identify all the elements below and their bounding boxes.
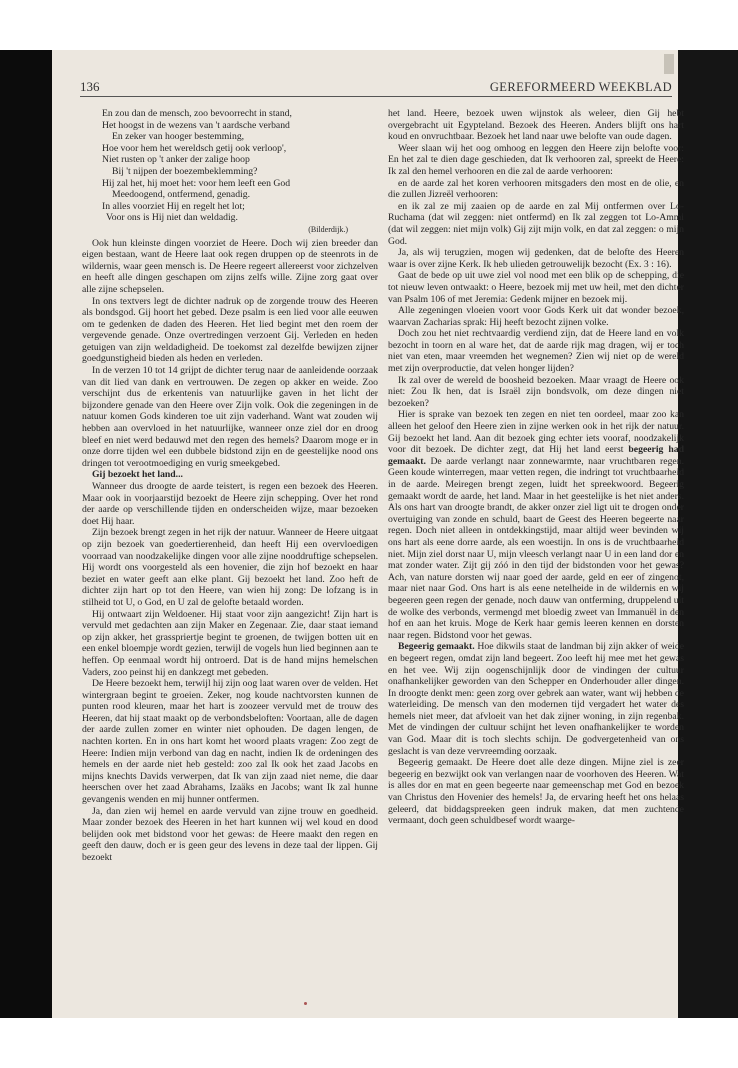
paragraph: Begeerig gemaakt. De Heere doet alle deze dingen. Mijne ziel is zeer begeerig en bezwijkt ook van verlangen naar de voorhoven des Heeren. Wat is alles dor en mat en geen begeerte naar gemeenschap met God en bezoek van Christus den Hovenier des hemels! Ja, de ervaring heeft het ons helaas geleerd, dat biddagspreeken geen indruk maken, dat men zuchtende vermaant, doch geen schuldbesef wordt waarge- — [388, 757, 684, 827]
publication-title: GEREFORMEERD WEEKBLAD — [489, 80, 672, 94]
paragraph: Alle zegeningen vloeien voort voor Gods Kerk uit dat wonder bezoek, waarvan Zacharias sprak: Hij heeft bezocht zijnen volke. — [388, 305, 684, 328]
text-run: De aarde verlangt naar zonnewarmte, naar vruchtbaren regen. Geen koude winterregen, maar vetten regen, die indringt tot vruchtbaarheid in de aarde. Meiregen brengt zegen, luidt het spreekwoord. Begeerig gemaakt wordt de aarde, het land. Maar in het geestelijke is het niet anders. Als ons hart van droogte brandt, de akker onzer ziel ligt uit te drogen onder overtuiging van zonde en schuld, baart de Geest des Heeren begeerte naar regen. Doch niet alleen in ontdekkingstijd, maar altijd weer bevinden wij ons hart als eene dorre aarde, als een woestijn. In ons is de vruchtbaarheid niet. Mijn ziel dorst naar U, mijn vleesch verlangt naar U in een land dor en mat zonder water. Zijt gij zóó in den tijd der bidstonden voor het gewas? Ach, van nature dorsten wij naar goed der aarde, geld en eer of zingenot, maar niet naar God. Ons hart is als eene netelheide in de wildernis en wij begeeren geen regen der genade, noch dauw van ontferming, druppelend uit de wolke des verbonds, vermengd met bloedig zweet van Immanuël in den hof en aan het kruis. Moge de Kerk haar gemis leeren kennen en dorsten naar regen. Bidstond voor het gewas. — [388, 455, 684, 641]
poem-stanza — [82, 108, 378, 236]
verse-line: Het hoogst in de wezens van 't aardsche verband — [102, 119, 290, 131]
paragraph: De Heere bezoekt hem, terwijl hij zijn oog laat waren over de velden. Het wintergraan begint te groeien. Zeker, nog koude nachtvorsten kunnen de punten rood kleuren, maar het hart is zoozeer vervuld met de trouw des Heeren, dat hij staat maakt op de verbondsbeloften: Voortaan, alle de dagen der aarde zullen zomer en winter niet ophouden. De dagen lengen, de nachten korten. En in ons hart komt het woord plaats vragen: Zoo zegt de Heere: Indien mijn verbond van dag en nacht, indien Ik de ordeningen des hemels en der aarde niet heb gesteld: zoo zal Ik ook het zaad Jacobs en mijns knechts Davids verwerpen, dat Ik van zijn zaad niet neme, die daar heerschen over het zaad Abrahams, Izaäks en Jacobs; want Ik zal hunne gevangenis wenden en mij hunner ontfermen. — [82, 678, 378, 806]
left-column — [82, 108, 378, 864]
verse-attribution: (Bilderdijk.) — [308, 224, 348, 234]
paragraph: Ja, dan zien wij hemel en aarde vervuld van zijne trouw en goedheid. Maar zonder bezoek des Heeren in het hart kunnen wij wel koud en dood belijden ook met bidstond voor het gewas: de Heere maakt den regen en geeft den dauw, doch er is geen geur des levens in deze taal der lippen. Gij bezoekt — [82, 805, 378, 863]
section-subheading: Gij bezoekt het land... — [92, 469, 183, 481]
verse-line: Hij zal het, hij moet het: voor hem leeft een God — [102, 177, 291, 189]
scanner-frame-right — [678, 50, 738, 1018]
paragraph: en ik zal ze mij zaaien op de aarde en zal Mij ontfermen over Lo-Ruchama (dat wil zeggen: niet ontfermd) en Ik zal zeggen tot Lo-Ammi (dat wil zeggen: niet mijn volk) Gij zijt mijn volk, en dat zal zeggen: o mijn God. — [388, 200, 684, 247]
paragraph: In de verzen 10 tot 14 grijpt de dichter terug naar de aanleidende oorzaak van dit lied van dank en vertrouwen. De zegen op akker en weide. Zoo verschijnt dus de erkentenis van natuurlijke gaven in het licht der bijzondere genade van den Heere over Zijn volk. Ook die zegeningen in de natuur komen Gods kinderen toe uit zijn vaderhand. Want wat zouden wij hebben aan overvloed in het natuurlijke, wanneer onze ziel dor en droog bleef en niet werd bedauwd met den regen des hemels? Daarom moge er in onze dorre tijden wel een dubbele bidstond zijn en de geestelijke nood ons dringen tot verootmoediging en vurig smeekgebed. — [82, 365, 378, 469]
page-number: 136 — [80, 79, 100, 94]
paragraph: Hij ontwaart zijn Weldoener. Hij staat voor zijn aangezicht! Zijn hart is vervuld met gedachten aan zijn Maker en Zegenaar. Zie, daar staat iemand op zijn akker, het grasspriertje begint te groenen, de twijgen botten uit en een enkel bloempje wordt gezien, terwijl de vogels hun lied beginnen aan te heffen. Op eenmaal wordt hij ontroerd. Dat is de hand mijns hemelschen Vaders, zoo peinst hij en dankzegt met gebeden. — [82, 608, 378, 678]
emphasis-text: Begeerig gemaakt. — [398, 641, 475, 653]
page-corner-tab — [664, 54, 674, 74]
verse-line: Hoe voor hem het wereldsch getij ook verloop', — [102, 142, 287, 154]
verse-line: Bij 't nijpen der boezembeklemming? — [112, 165, 258, 177]
paragraph: Zijn bezoek brengt zegen in het rijk der natuur. Wanneer de Heere uitgaat op zijn bezoek van goedertierenheid, dan heeft Hij een overvloedigen voorraad van noodzakelijke dingen voor alle zijne nooddruftige schepselen. Hij wordt ons voorgesteld als een hovenier, die zijn hof bezoekt en haar beziet en water geeft aan elke plant. Gij bezoekt het land. Zoo heft de dichter zijn hart op tot den Heere, van wien hij zong: De lofzang is in stilheid tot U, o God, en U zal de gelofte betaald worden. — [82, 527, 378, 608]
paragraph: Weer slaan wij het oog omhoog en leggen den Heere zijn belofte voor: En het zal te dien dage geschieden, dat Ik verhooren zal, spreekt de Heere: Ik zal den hemel verhooren en die zal de aarde verhooren: — [388, 142, 684, 177]
scan-margin-top — [0, 0, 738, 50]
paragraph: Gaat de bede op uit uwe ziel vol nood met een blik op de schepping, die tot nieuw leven ontwaakt: o Heere, bezoek mij met uw heil, met den dichter van Psalm 106 of met Jeremia: Gedenk mijner en bezoek mij. — [388, 270, 684, 305]
verse-line: Niet rusten op 't anker der zalige hoop — [102, 154, 250, 166]
scan-margin-bottom — [0, 1018, 738, 1068]
verse-line: Voor ons is Hij niet dan weldadig. — [106, 212, 238, 224]
scanner-frame-left — [0, 50, 52, 1018]
verse-line: In alles voorziet Hij en regelt het lot; — [102, 200, 245, 212]
verse-line: Meedoogend, ontfermend, genadig. — [112, 189, 251, 201]
right-column — [388, 108, 684, 827]
paragraph: Doch zou het niet rechtvaardig verdiend zijn, dat de Heere land en volk bezocht in toorn en al ware het, dat de aarde rijk mag dragen, wij er toch niet van eten, maar vreemden het wegnemen? Zien wij niet op de wereld met zijn overproductie, dat velen honger lijden? — [388, 328, 684, 375]
header-rule — [80, 96, 672, 97]
paragraph: en de aarde zal het koren verhooren mitsgaders den most en de olie, en die zullen Jizreël verhooren: — [388, 177, 684, 201]
text-run: Hier is sprake van bezoek ten zegen en niet ten oordeel, maar zoo kan alleen het geloof den Heere zien in zijne werken ook in het rijk der natuur. Gij bezoekt het land. Aan dit bezoek ging echter iets vooraf, noodzakelijk voor dit bezoek. De dichter zegt, dat Hij het land eerst — [388, 409, 684, 456]
text-run: Hoe dikwils staat de landman bij zijn akker of weide en begeert regen, omdat zijn land begeert. Zoo leeft hij mee met het gewas en het vee. Wij zijn oogenschijnlijk door de vindingen der cultuur onafhankelijker geworden van den Schepper en Onderhouder aller dingen. In droogte denkt men: geen zorg over gebrek aan water, want wij hebben de waterleiding. De mensch van den modernen tijd vergadert het water des hemels niet meer, dat afvloeit van het dak zijner woning, in zijn regenbak. Met de vindingen der cultuur schijnt het leven onafhankelijker te worden van God. Maar dit is toch slechts schijn. De godvergetenheid van ons geslacht is van deze vervreemding oorzaak. — [388, 641, 685, 757]
emphasis-text: begeerig had gemaakt. — [388, 444, 684, 467]
verse-line: En zou dan de mensch, zoo bevoorrecht in stand, — [102, 108, 292, 119]
paragraph: Wanneer dus droogte de aarde teistert, is regen een bezoek des Heeren. Maar ook in voorjaarstijd bezoekt de Heere zijn schepping. Over het rond der aarde op verschillende tijden en onderscheiden wijze, maar bezoeken doet Hij haar. — [82, 481, 378, 527]
ink-speck — [304, 1002, 307, 1005]
paragraph: Ik zal over de wereld de boosheid bezoeken. Maar vraagt de Heere ook niet: Zou Ik hen, dat is Israël zijn bondsvolk, om deze dingen niet bezoeken? — [388, 374, 684, 409]
newspaper-page — [52, 50, 685, 1018]
paragraph: In ons textvers legt de dichter nadruk op de zorgende trouw des Heeren als bondsgod. Gij hoort het gebed. Deze psalm is een lied voor alle eeuwen om te gedenken de daden des Heeren. Het lied begint met den roem der vergevende genade. Onze overtredingen verzoent Gij. Verleden en heden getuigen van zijn weldadigheid. De toekomst zal dezelfde bewijzen zijner goedgunstigheid bieden als heden en verleden. — [82, 295, 378, 365]
verse-line: En zeker van hooger bestemming, — [112, 131, 245, 143]
paragraph: Ook hun kleinste dingen voorziet de Heere. Doch wij zien breeder dan eigen bestaan, want de Heere laat ook regen druppen op de steenrots in de wildernis, waar geen mensch is. De Heere regeert allereerst voor zichzelven en heeft alle dingen geschapen om zijns zelfs wille. Zijne zorg gaat over alle zijne schepselen. — [82, 237, 378, 295]
paragraph-with-emphasis — [388, 641, 684, 757]
paragraph: Ja, als wij terugzien, mogen wij gedenken, dat de belofte des Heeren waar is over zijne Kerk. Ik heb ulieden getrouwelijk bezocht (Ex. 3 : 16). — [388, 247, 684, 270]
paragraph: het land. Heere, bezoek uwen wijnstok als weleer, dien Gij hebt overgebracht uit Egypteland. Bezoek des Heeren. Anders blijft ons hart koud en onvruchtbaar. Bezoek het land naar uwe belofte van oude dagen. — [388, 108, 684, 143]
paragraph-with-emphasis — [388, 409, 684, 641]
